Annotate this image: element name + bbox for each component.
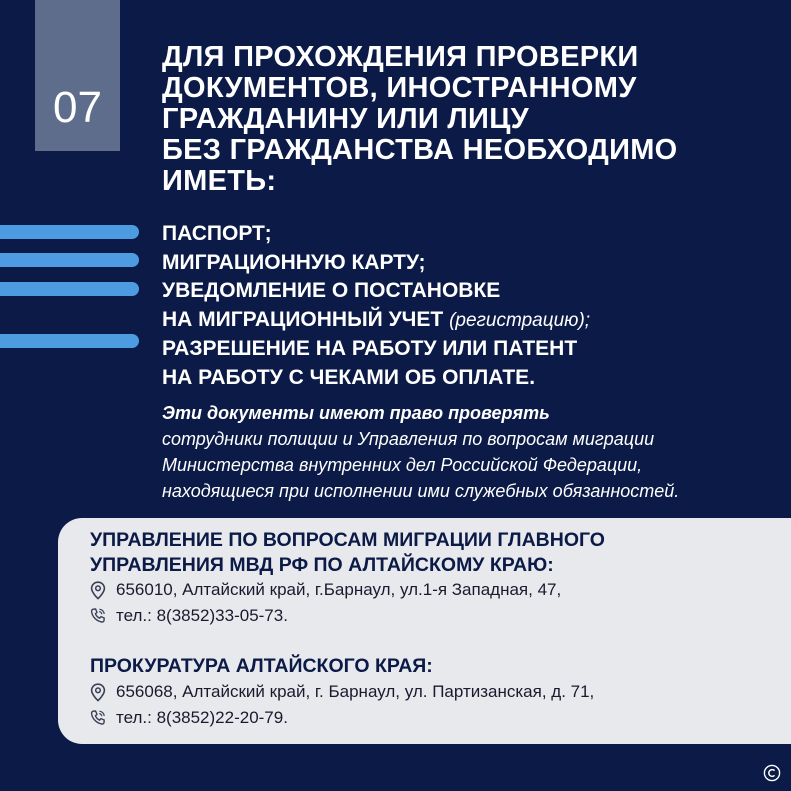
- phone-icon: [90, 709, 106, 726]
- heading-line: ДОКУМЕНТОВ, ИНОСТРАННОМУ: [162, 72, 637, 104]
- document-item-notification-cont: [162, 306, 782, 336]
- contact-title: УПРАВЛЕНИЯ МВД РФ ПО АЛТАЙСКОМУ КРАЮ:: [90, 554, 554, 576]
- info-line: Министерства внутренних дел Российской Федерации,: [162, 455, 643, 475]
- page-heading: [162, 42, 762, 197]
- heading-line: ГРАЖДАНИНУ ИЛИ ЛИЦУ: [162, 103, 530, 135]
- accent-stripe: [0, 334, 139, 348]
- heading-line: ДЛЯ ПРОХОЖДЕНИЯ ПРОВЕРКИ: [162, 41, 639, 73]
- info-paragraph: [162, 400, 782, 504]
- accent-stripe: [0, 282, 139, 296]
- phone-text: тел.: 8(3852)22-20-79.: [116, 708, 288, 727]
- document-item-migration-card: МИГРАЦИОННУЮ КАРТУ;: [162, 250, 426, 274]
- phone-text: тел.: 8(3852)33-05-73.: [116, 606, 288, 625]
- document-item-registration: НА МИГРАЦИОННЫЙ УЧЕТ: [162, 307, 444, 331]
- phone-icon: [90, 607, 106, 624]
- required-documents-list: [162, 220, 782, 392]
- contact-title: ПРОКУРАТУРА АЛТАЙСКОГО КРАЯ:: [90, 655, 433, 677]
- contacts-card: [58, 518, 791, 744]
- heading-line: БЕЗ ГРАЖДАНСТВА НЕОБХОДИМО: [162, 134, 678, 166]
- document-item-note: (регистрацию);: [449, 309, 591, 331]
- document-item-notification: УВЕДОМЛЕНИЕ О ПОСТАНОВКЕ: [162, 279, 501, 302]
- address-text: 656010, Алтайский край, г.Барнаул, ул.1-я Западная, 47,: [116, 580, 562, 599]
- accent-stripe: [0, 225, 139, 239]
- accent-stripe: [0, 253, 139, 267]
- document-item-passport: ПАСПОРТ;: [162, 222, 272, 245]
- document-item-work-permit: РАЗРЕШЕНИЕ НА РАБОТУ ИЛИ ПАТЕНТ: [162, 337, 578, 360]
- info-line: сотрудники полиции и Управления по вопросам миграции: [162, 429, 655, 449]
- address-text: 656068, Алтайский край, г. Барнаул, ул. Партизанская, д. 71,: [116, 682, 595, 701]
- location-pin-icon: [90, 683, 106, 702]
- info-line: находящиеся при исполнении ими служебных обязанностей.: [162, 481, 680, 501]
- step-number-box: [35, 0, 120, 151]
- info-bold-line: Эти документы имеют право проверять: [162, 403, 550, 423]
- contact-title: УПРАВЛЕНИЕ ПО ВОПРОСАМ МИГРАЦИИ ГЛАВНОГО: [90, 529, 605, 551]
- location-pin-icon: [90, 581, 106, 600]
- document-item-work-permit-cont: НА РАБОТУ С ЧЕКАМИ ОБ ОПЛАТЕ.: [162, 365, 536, 389]
- copyright-icon: [763, 764, 781, 782]
- step-number: 07: [53, 83, 102, 132]
- heading-line: ИМЕТЬ:: [162, 165, 277, 197]
